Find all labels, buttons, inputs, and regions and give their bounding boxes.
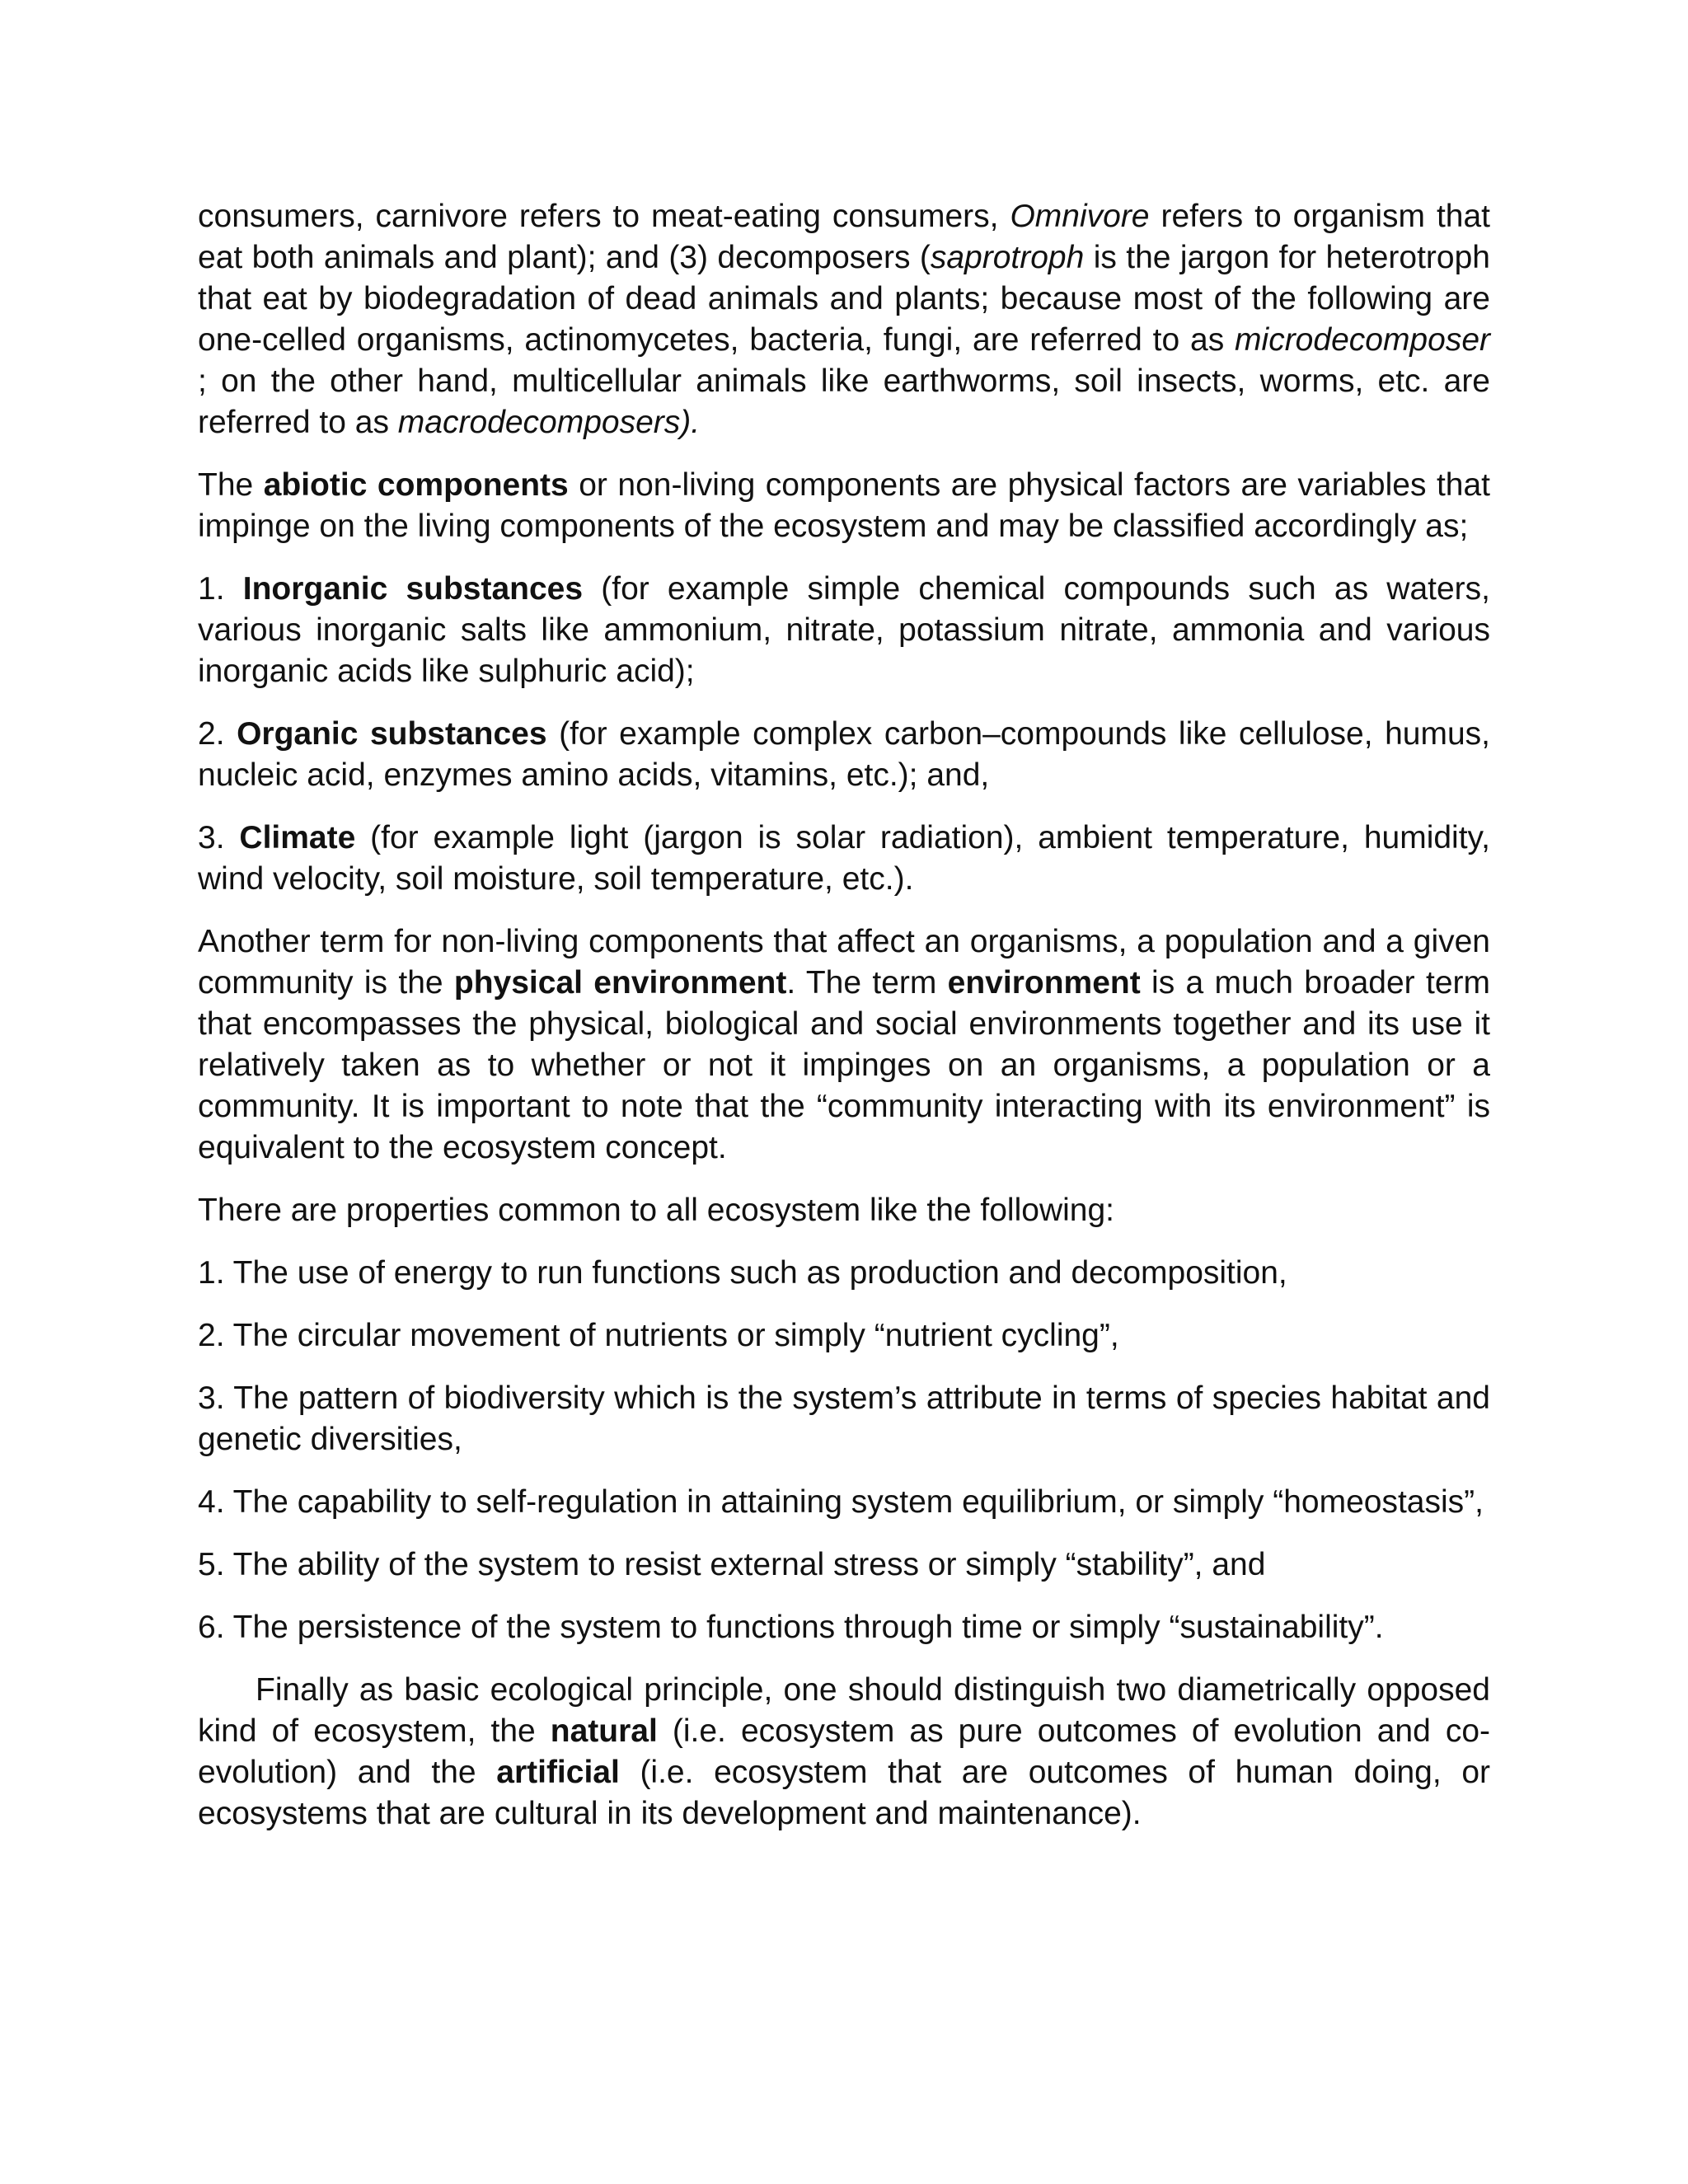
term-macrodecomposers: macrodecomposers).	[397, 405, 701, 440]
list-item-climate	[198, 818, 1490, 900]
paragraph-conclusion	[198, 1670, 1490, 1835]
text-run: is the jargon for heterotroph that eat by biodegradation of dead animals and plants; because most of the following are one-celled organisms, actinomycetes, bacteria, fungi, are referred to as	[198, 240, 1490, 358]
paragraph-environment	[198, 921, 1490, 1169]
property-item: 6. The persistence of the system to functions through time or simply “sustainability”.	[198, 1610, 1384, 1645]
property-item: 3. The pattern of biodiversity which is the system’s attribute in terms of species habitat and genetic diversities,	[198, 1380, 1490, 1457]
list-item-inorganic	[198, 569, 1490, 692]
text-run: consumers, carnivore refers to meat-eating consumers,	[198, 199, 1010, 234]
paragraph-consumers	[198, 196, 1490, 443]
text-run: (for example complex carbon–compounds like cellulose, humus, nucleic acid, enzymes amino acids, vitamins, etc.); and,	[198, 716, 1490, 793]
property-item: 5. The ability of the system to resist external stress or simply “stability”, and	[198, 1547, 1266, 1582]
text-run: . The term	[786, 965, 948, 1001]
term-physical-environment: physical environment	[453, 965, 787, 1001]
text-run: (for example simple chemical compounds such as waters, various inorganic salts like ammonium, nitrate, potassium nitrate, ammonia and various inorganic acids like sulphuric acid);	[198, 571, 1490, 689]
text-run: (for example light (jargon is solar radiation), ambient temperature, humidity, wind velocity, soil moisture, soil temperature, etc.).	[198, 820, 1490, 897]
term-artificial: artificial	[496, 1755, 620, 1790]
text-run: ; on the other hand, multicellular animals like earthworms, soil insects, worms, etc. are referred to as	[198, 363, 1490, 440]
term-environment: environment	[947, 965, 1141, 1001]
property-item: 4. The capability to self-regulation in attaining system equilibrium, or simply “homeostasis”,	[198, 1484, 1484, 1520]
item-number: 3.	[198, 820, 240, 855]
document-page	[198, 196, 1490, 1856]
term-saprotroph: saprotroph	[930, 240, 1085, 275]
term-inorganic-substances: Inorganic substances	[242, 571, 584, 607]
term-abiotic-components: abiotic components	[263, 467, 569, 503]
text-run: or non-living components are physical factors are variables that impinge on the living components of the ecosystem and may be classified accordingly as;	[198, 467, 1491, 544]
term-omnivore: Omnivore	[1010, 199, 1150, 234]
paragraph-properties-intro: There are properties common to all ecosystem like the following:	[198, 1193, 1114, 1228]
text-run: Finally as basic ecological principle, one should distinguish two diametrically opposed kind of ecosystem, the	[198, 1672, 1490, 1749]
term-natural: natural	[550, 1713, 658, 1749]
item-number: 1.	[198, 571, 243, 607]
text-run: The	[198, 467, 264, 503]
term-climate: Climate	[239, 820, 356, 855]
term-microdecomposer: microdecomposer	[1235, 322, 1490, 358]
text-run: Another term for non-living components that affect an organisms, a population and a given community is the	[198, 924, 1490, 1001]
text-run: (i.e. ecosystem that are outcomes of human doing, or ecosystems that are cultural in its development and maintenance).	[198, 1755, 1490, 1831]
item-number: 2.	[198, 716, 237, 752]
text-run: refers to organism that eat both animals and plant); and (3) decomposers (	[198, 199, 1490, 275]
property-item: 2. The circular movement of nutrients or simply “nutrient cycling”,	[198, 1318, 1119, 1353]
list-item-organic	[198, 714, 1490, 796]
text-run: (i.e. ecosystem as pure outcomes of evolution and co-evolution) and the	[198, 1713, 1491, 1790]
text-run: is a much broader term that encompasses the physical, biological and social environments together and its use it relatively taken as to whether or not it impinges on an organisms, a population or a community. It is important to note that the “community interacting with its environment” is equivalent to the ecosystem concept.	[198, 965, 1490, 1165]
term-organic-substances: Organic substances	[237, 716, 547, 752]
property-item: 1. The use of energy to run functions such as production and decomposition,	[198, 1255, 1287, 1291]
paragraph-abiotic	[198, 465, 1490, 547]
